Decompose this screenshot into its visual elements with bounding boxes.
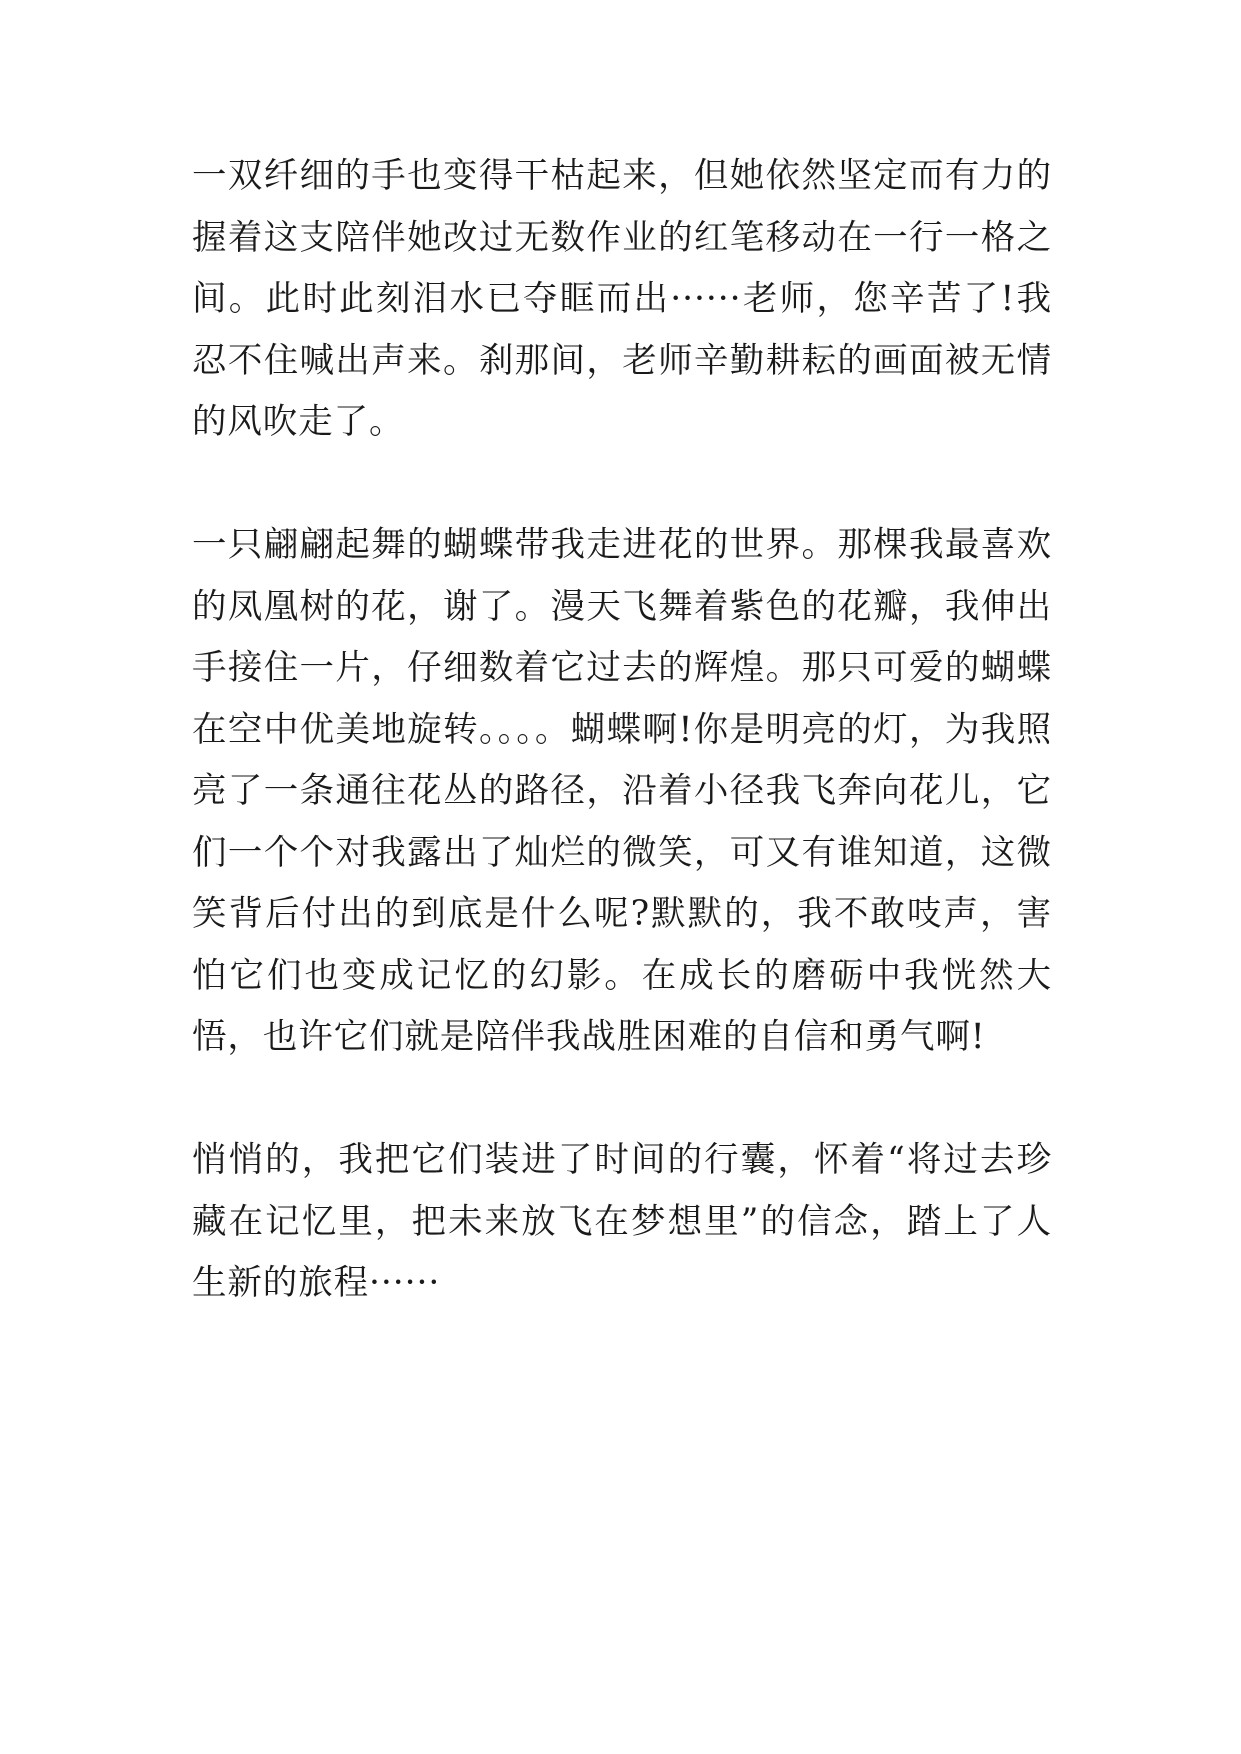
paragraph-1: 一双纤细的手也变得干枯起来，但她依然坚定而有力的握着这支陪伴她改过无数作业的红笔移动在一行一格之间。此时此刻泪水已夺眶而出······老师，您辛苦了!我忍不住喊出声来。刹那间，老师辛勤耕耘的画面被无情的风吹走了。: [192, 156, 1052, 442]
document-body: [192, 146, 1052, 1376]
paragraph-3: 悄悄的，我把它们装进了时间的行囊，怀着“将过去珍藏在记忆里，把未来放飞在梦想里”的信念，踏上了人生新的旅程······: [192, 1140, 1052, 1303]
paragraph-2: 一只翩翩起舞的蝴蝶带我走进花的世界。那棵我最喜欢的凤凰树的花，谢了。漫天飞舞着紫色的花瓣，我伸出手接住一片，仔细数着它过去的辉煌。那只可爱的蝴蝶在空中优美地旋转。。。。蝴蝶啊!你是明亮的灯，为我照亮了一条通往花丛的路径，沿着小径我飞奔向花儿，它们一个个对我露出了灿烂的微笑，可又有谁知道，这微笑背后付出的到底是什么呢?默默的，我不敢吱声，害怕它们也变成记忆的幻影。在成长的磨砺中我恍然大悟，也许它们就是陪伴我战胜困难的自信和勇气啊!: [192, 525, 1052, 1057]
